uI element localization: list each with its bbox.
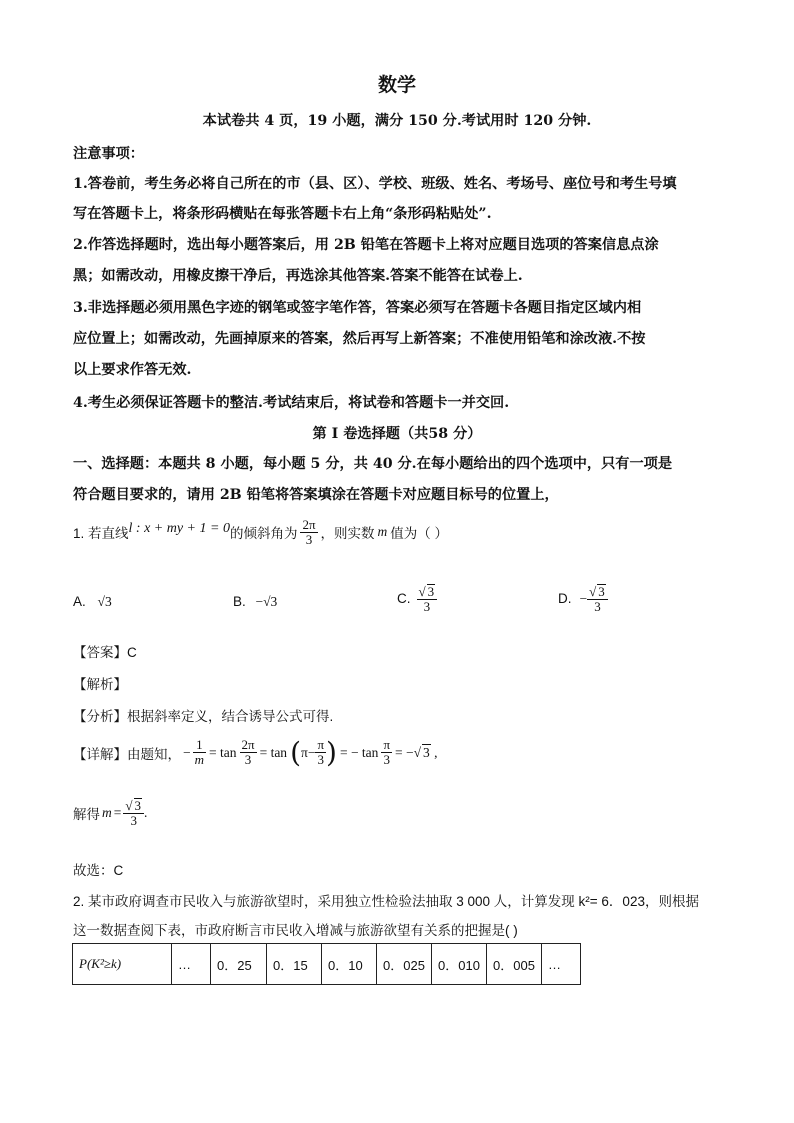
answer-line [73, 641, 137, 661]
option-a [73, 594, 112, 610]
solve-prefix: 解得 [73, 806, 100, 822]
fenxi-text: 根据斜率定义，结合诱导公式可得. [127, 709, 334, 724]
section-intro: 符合题目要求的，请用 2B 铅笔将答案填涂在答题卡对应题目标号的位置上， [73, 487, 559, 503]
table-cell: … [542, 944, 581, 985]
option-b [233, 594, 277, 610]
note-line: 1.答卷前，考生务必将自己所在的市（县、区）、学校、班级、姓名、考场号、座位号和考生号填 [73, 176, 677, 192]
q1-angle-num: 2π [302, 517, 316, 532]
solve-eq: = [113, 804, 122, 820]
note-line: 写在答题卡上，将条形码横贴在每张答题卡右上角“条形码粘贴处”. [73, 206, 492, 222]
option-num: √ 3 [587, 584, 608, 600]
option-den: 3 [423, 598, 431, 614]
table-cell: … [172, 944, 211, 985]
exam-info: 本试卷共 4 页，19 小题，满分 150 分.考试用时 120 分钟. [202, 113, 592, 129]
question-1-stem [73, 518, 448, 546]
table-row-header [73, 944, 172, 985]
q1-suffix: ，则实数 [320, 526, 375, 542]
q1-var: m [377, 524, 388, 540]
detail-prefix: 由题知， [127, 746, 181, 762]
solve-var: m [102, 804, 112, 820]
formula-eq: = − tan [339, 744, 379, 760]
option-value [587, 584, 608, 613]
option-value [417, 584, 438, 613]
option-label: B. [233, 594, 246, 609]
q1-angle-fraction [300, 518, 317, 546]
solve-period: . [144, 804, 148, 820]
answer-tag: 【答案】 [73, 645, 127, 660]
formula-paren-close: ) [326, 736, 337, 769]
table-cell: 0．010 [432, 944, 487, 985]
q1-mid: 的倾斜角为 [229, 526, 298, 542]
option-minus: − [579, 590, 588, 606]
section-intro: 一、选择题：本题共 8 小题，每小题 5 分，共 40 分.在每小题给出的四个选项中，只有一项是 [73, 456, 673, 472]
fenxi-line [73, 705, 333, 725]
table-cell: 0．10 [322, 944, 377, 985]
detail-tag: 【详解】 [73, 746, 127, 762]
row-header-text: P(K²≥k) [79, 956, 122, 971]
question-2-line-2: 这一数据查阅下表，市政府断言市民收入增减与旅游欲望有关系的把握是( ) [73, 923, 518, 938]
q1-line-equation: l : x + my + 1 = 0 [128, 521, 230, 537]
formula-frac-1-over-m: $\frac{1}{m}$ [194, 737, 205, 767]
q1-angle-den: 3 [305, 531, 313, 547]
table-cell: 0．025 [377, 944, 432, 985]
fenxi-tag: 【分析】 [73, 709, 127, 724]
formula-frac-pi-3: $\frac{\pi}{3}$ [317, 737, 325, 767]
option-label: A. [73, 594, 86, 609]
option-label: D. [558, 591, 572, 607]
probability-table [72, 943, 581, 985]
formula-minus: − [183, 744, 191, 760]
formula-eq: = tan [259, 744, 288, 760]
analysis-tag: 【解析】 [73, 677, 127, 692]
option-value: √3 [97, 594, 112, 609]
formula-pi-minus: π− [301, 744, 316, 760]
formula-eq: = tan [209, 744, 237, 760]
notes-heading: 注意事项： [73, 146, 144, 162]
note-line: 应位置上；如需改动，先画掉原来的答案，然后再写上新答案；不准使用铅笔和涂改液.不按 [73, 331, 646, 347]
formula-frac-pi-3: $\frac{\pi}{3}$ [383, 737, 391, 767]
option-d [558, 584, 608, 613]
note-line: 黑；如需改动，用橡皮擦干净后，再选涂其他答案.答案不能答在试卷上. [73, 268, 523, 284]
section-heading: 第 I 卷选择题（共58 分） [312, 426, 482, 442]
note-line: 以上要求作答无效. [73, 362, 192, 378]
option-value: −√3 [255, 594, 278, 609]
note-line: 3.非选择题必须用黑色字迹的钢笔或签字笔作答，答案必须写在答题卡各题目指定区域内相 [73, 300, 642, 316]
question-2-line-1: 2. 某市政府调查市民收入与旅游欲望时，采用独立性检验法抽取 3 000 人，计算发现 k²= 6．023，则根据 [73, 894, 699, 909]
table-cell: 0．15 [267, 944, 322, 985]
formula-frac-2pi-3: $\frac{2\pi}{3}$ [241, 737, 255, 767]
solve-line [73, 798, 147, 827]
page-title: 数学 [377, 74, 416, 96]
option-num: √ 3 [417, 584, 438, 600]
option-den: 3 [594, 598, 601, 614]
table-row [73, 944, 581, 985]
q1-end: 值为（ ） [390, 526, 449, 542]
table-cell: 0．005 [487, 944, 542, 985]
detail-line [73, 736, 441, 769]
q1-prefix: 1. 若直线 [73, 526, 129, 542]
formula-result: = −√ 3 , [395, 745, 438, 760]
formula-paren-open: ( [290, 736, 301, 769]
option-label: C. [397, 591, 411, 607]
answer-value: C [127, 645, 137, 660]
note-line: 2.作答选择题时，选出每小题答案后，用 2B 铅笔在答题卡上将对应题目选项的答案信息点涂 [73, 237, 659, 253]
conclusion: 故选：C [73, 863, 124, 878]
table-cell: 0．25 [211, 944, 267, 985]
note-line: 4.考生必须保证答题卡的整洁.考试结束后，将试卷和答题卡一并交回. [73, 395, 510, 411]
option-c [397, 584, 437, 613]
solve-fraction: $\frac{√ 3}{3}$ [123, 798, 144, 827]
